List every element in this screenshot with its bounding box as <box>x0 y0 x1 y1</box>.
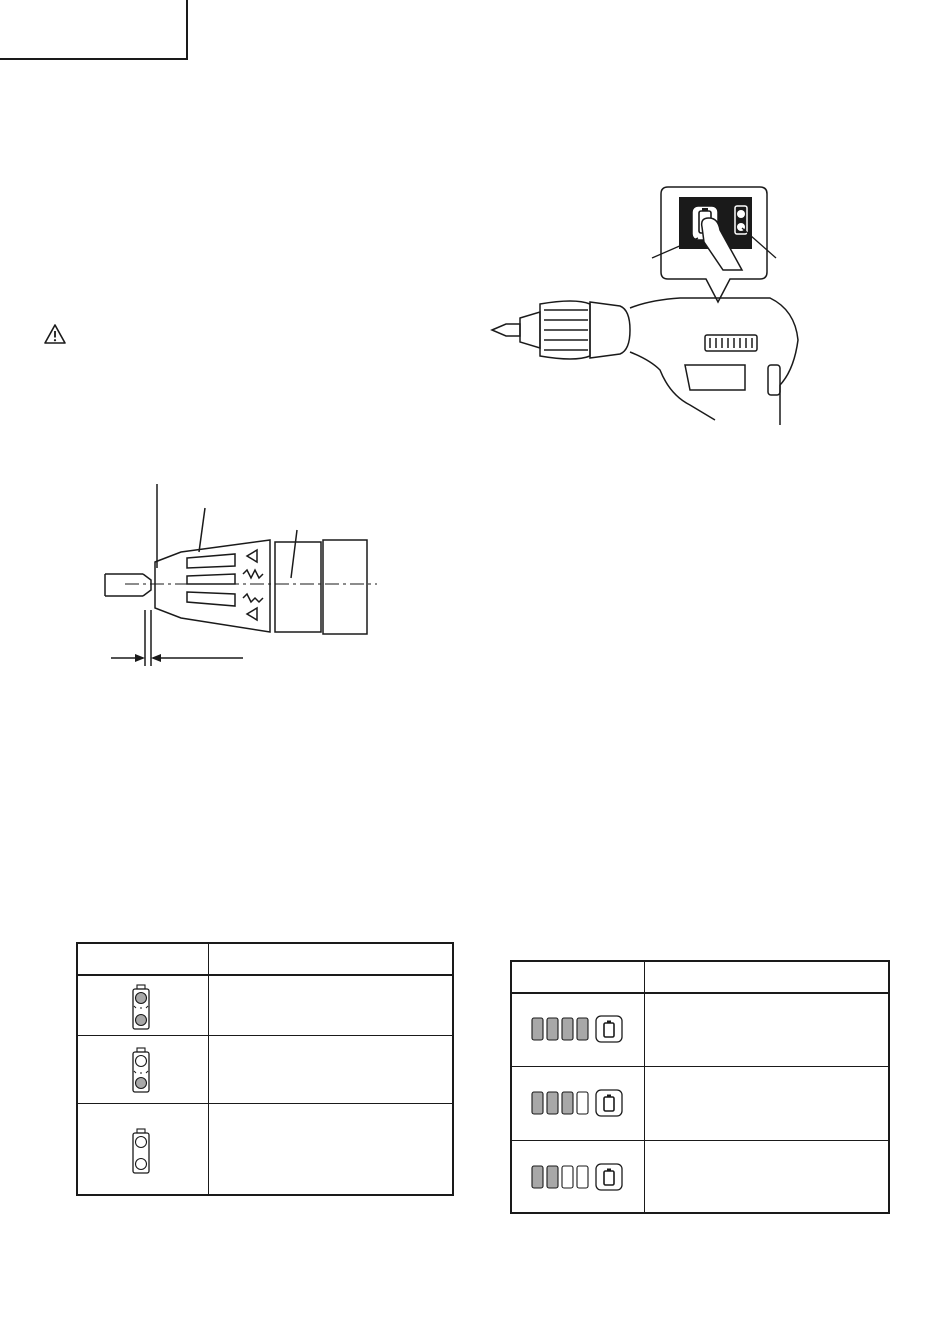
remaining-battery-4-of-4-icon <box>530 1015 626 1045</box>
depth-locator-figure <box>95 480 385 670</box>
lamps-off-icon <box>129 1126 153 1176</box>
two-lamps-blinking-icon <box>129 982 153 1032</box>
remaining-battery-table <box>510 960 890 1214</box>
lower-lamp-blinking-icon <box>129 1045 153 1095</box>
remaining-battery-3-of-4-icon <box>530 1089 626 1119</box>
section-tab-box <box>0 0 188 60</box>
remaining-battery-2-of-4-icon <box>530 1163 626 1193</box>
warning-triangle-icon <box>44 324 66 344</box>
indicator-lamp-table <box>76 942 454 1196</box>
tool-battery-indicator-figure <box>480 180 810 430</box>
